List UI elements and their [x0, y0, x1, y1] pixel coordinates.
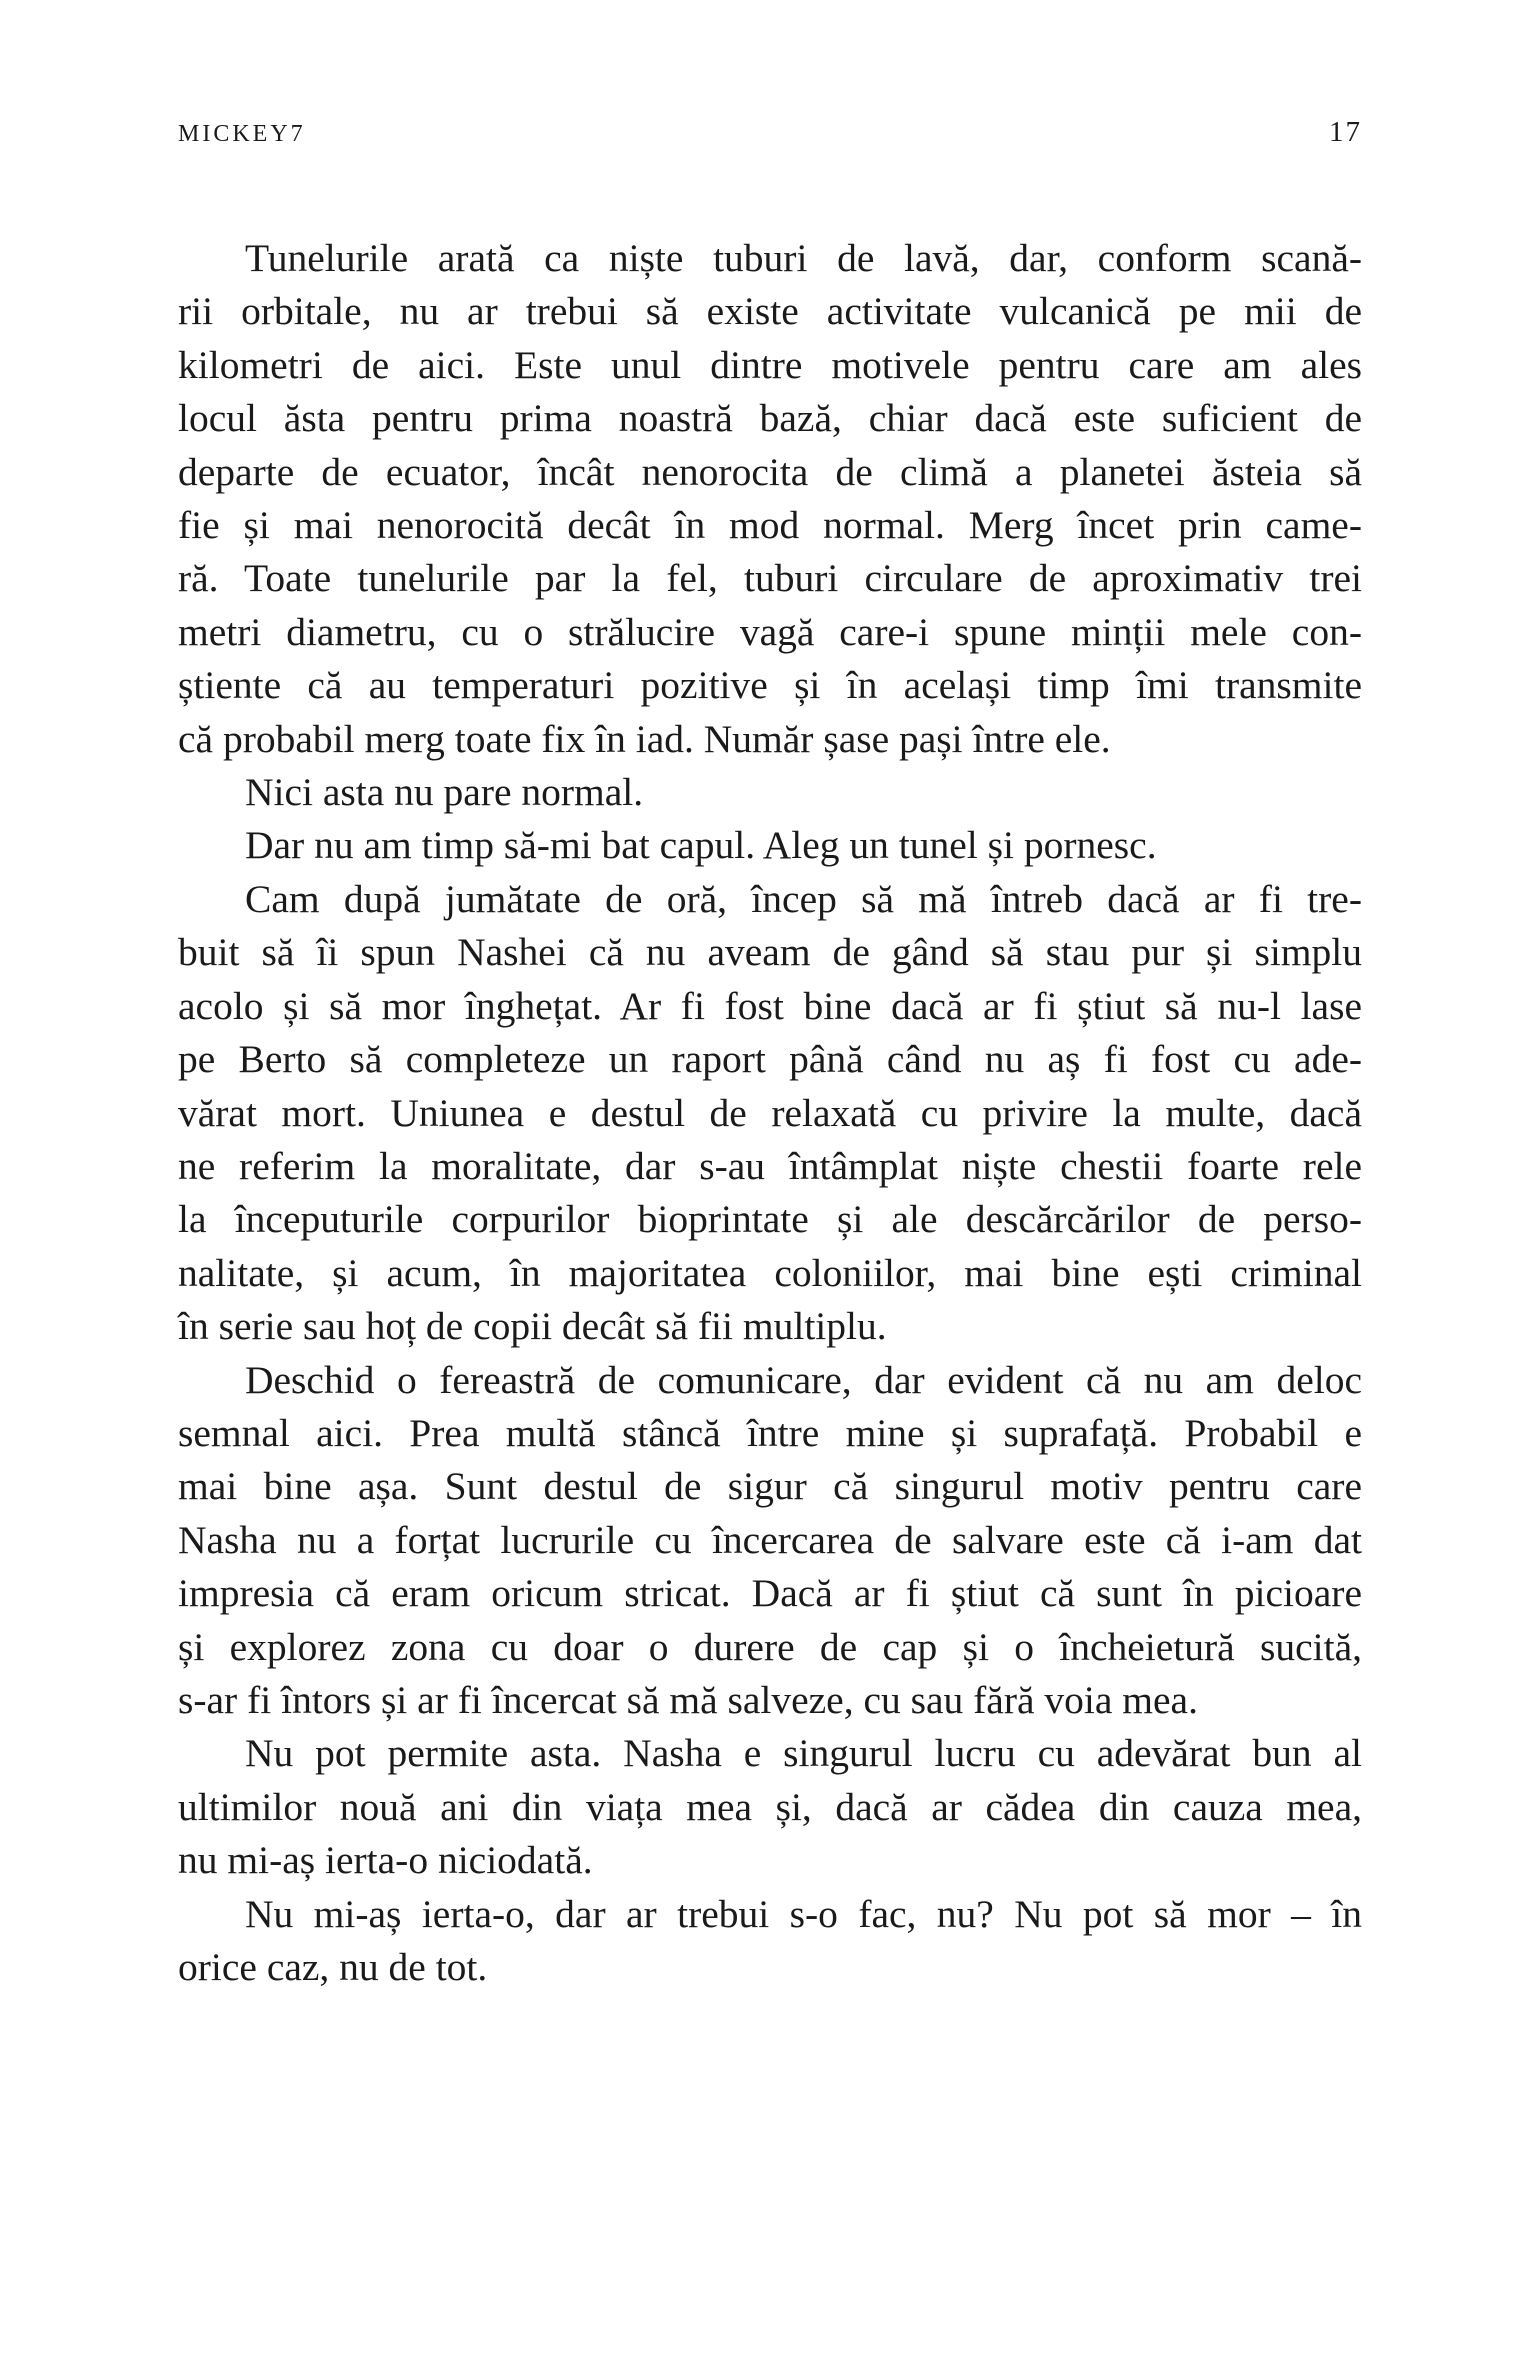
- text-line: s-ar fi întors și ar fi încercat să mă salveze, cu sau fără voia mea.: [178, 1677, 1198, 1722]
- text-line: că probabil merg toate fix în iad. Număr șase pași între ele.: [178, 716, 1111, 761]
- text-line: Tunelurile arată ca niște tuburi de lavă, dar, conform scană-: [245, 236, 1362, 280]
- body-text: [178, 232, 1362, 1994]
- text-line: ne referim la moralitate, dar s-au întâmplat niște chestii foarte rele: [178, 1143, 1362, 1188]
- text-line: la începuturile corpurilor bioprintate și ale descărcărilor de perso-: [178, 1197, 1362, 1242]
- text-line: Nu pot permite asta. Nasha e singurul lucru cu adevărat bun al: [245, 1731, 1362, 1776]
- running-head: [178, 116, 1362, 156]
- paragraph: [178, 819, 1362, 872]
- text-line: impresia că eram oricum stricat. Dacă ar fi știut că sunt în picioare: [178, 1571, 1362, 1616]
- text-line: Nasha nu a forțat lucrurile cu încercarea de salvare este că i-am dat: [178, 1517, 1362, 1562]
- text-line: orice caz, nu de tot.: [178, 1945, 488, 1989]
- text-line: în serie sau hoț de copii decât să fii multiplu.: [178, 1304, 887, 1349]
- page-number: 17: [1329, 116, 1362, 148]
- text-line: nu mi-aș ierta-o niciodată.: [178, 1838, 593, 1883]
- text-line: Cam după jumătate de oră, încep să mă întreb dacă ar fi tre-: [245, 876, 1362, 921]
- text-line: Dar nu am timp să-mi bat capul. Aleg un tunel și pornesc.: [245, 823, 1157, 868]
- paragraph: [178, 1354, 1362, 1728]
- book-title: MICKEY7: [178, 121, 306, 147]
- paragraph: [178, 873, 1362, 1354]
- text-line: pe Berto să completeze un raport până când nu aș fi fost cu ade-: [178, 1037, 1362, 1082]
- paragraph: [178, 766, 1362, 819]
- text-line: metri diametru, cu o strălucire vagă care-i spune minții mele con-: [178, 609, 1362, 654]
- text-line: și explorez zona cu doar o durere de cap și o încheietură sucită,: [178, 1624, 1362, 1669]
- text-line: semnal aici. Prea multă stâncă între mine și suprafață. Probabil e: [178, 1410, 1362, 1455]
- paragraph: [178, 1727, 1362, 1887]
- text-line: mai bine așa. Sunt destul de sigur că singurul motiv pentru care: [178, 1464, 1362, 1509]
- text-line: rii orbitale, nu ar trebui să existe activitate vulcanică pe mii de: [178, 289, 1362, 334]
- text-line: Deschid o fereastră de comunicare, dar evident că nu am deloc: [245, 1357, 1362, 1402]
- text-line: locul ăsta pentru prima noastră bază, chiar dacă este suficient de: [178, 396, 1362, 441]
- text-line: Nici asta nu pare normal.: [245, 770, 644, 815]
- text-line: vărat mort. Uniunea e destul de relaxată cu privire la multe, dacă: [178, 1090, 1362, 1135]
- text-line: buit să îi spun Nashei că nu aveam de gând să stau pur și simplu: [178, 930, 1362, 975]
- text-line: ultimilor nouă ani din viața mea și, dacă ar cădea din cauza mea,: [178, 1784, 1362, 1829]
- paragraph: [178, 232, 1362, 766]
- text-line: știente că au temperaturi pozitive și în același timp îmi transmite: [178, 663, 1362, 708]
- text-line: fie și mai nenorocită decât în mod normal. Merg încet prin came-: [178, 503, 1362, 548]
- text-line: nalitate, și acum, în majoritatea coloniilor, mai bine ești criminal: [178, 1250, 1362, 1295]
- text-line: Nu mi-aș ierta-o, dar ar trebui s-o fac, nu? Nu pot să mor – în: [245, 1891, 1362, 1936]
- paragraph: [178, 1888, 1362, 1995]
- text-line: kilometri de aici. Este unul dintre motivele pentru care am ales: [178, 342, 1362, 387]
- text-line: departe de ecuator, încât nenorocita de climă a planetei ăsteia să: [178, 449, 1362, 494]
- text-line: ră. Toate tunelurile par la fel, tuburi circulare de aproximativ trei: [178, 556, 1362, 601]
- text-line: acolo și să mor înghețat. Ar fi fost bine dacă ar fi știut să nu-l lase: [178, 983, 1362, 1028]
